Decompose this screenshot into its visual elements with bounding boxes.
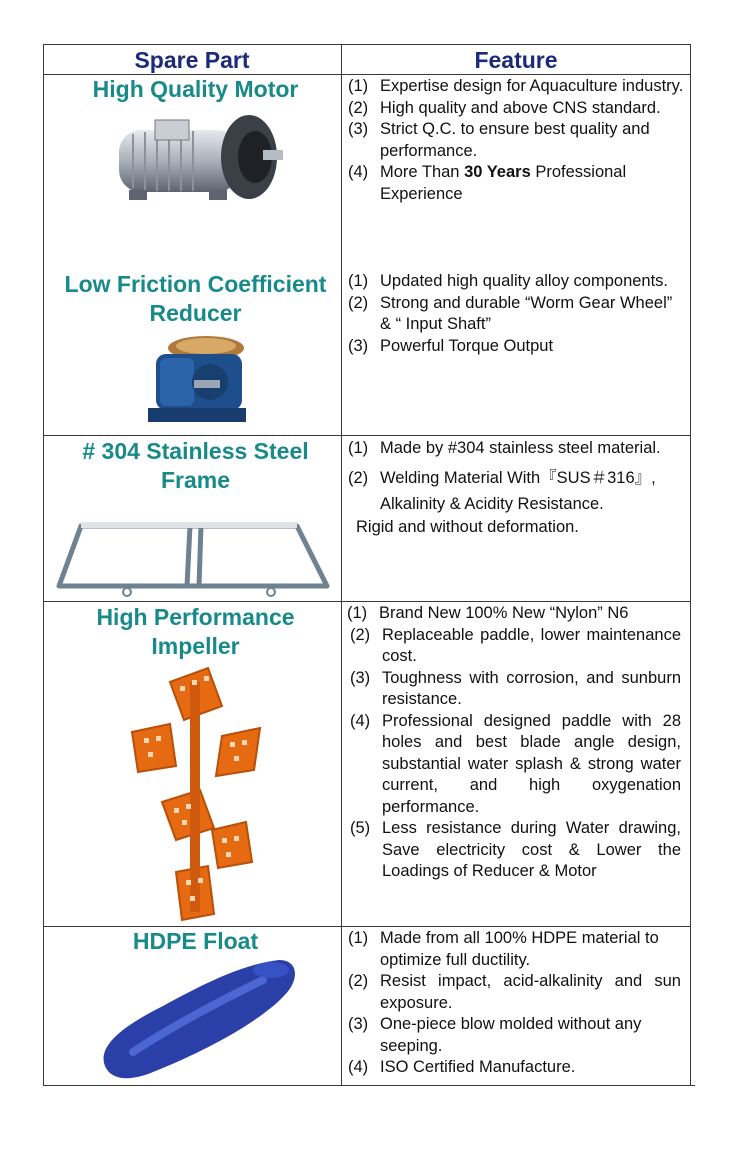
list-item: (2) Resist impact, acid-alkalinity and sun exposure. — [348, 972, 681, 1012]
part-title-float: HDPE Float — [132, 928, 259, 954]
list-item: (4) Professional designed paddle with 28 holes and best blade angle design, substantial water splash & strong water current, and high oxygenation performance. — [350, 711, 681, 816]
impeller-image — [126, 662, 266, 924]
list-item: (4) More Than 30 Years Professional Experience — [348, 163, 627, 203]
row-divider — [43, 435, 691, 436]
list-item: (3) Powerful Torque Output — [348, 336, 554, 355]
feature-list-frame — [348, 438, 686, 538]
feature-list-motor — [348, 76, 686, 205]
spare-part-table — [43, 44, 691, 1086]
list-item: (1) Updated high quality alloy components. — [348, 272, 669, 290]
reducer-image — [140, 332, 250, 432]
list-item: (3) Strict Q.C. to ensure best quality and performance. — [348, 120, 650, 160]
row-divider — [43, 601, 691, 602]
list-item: (2) Welding Material With『SUS＃316』, Alkalinity & Acidity Resistance. — [348, 468, 656, 513]
motor-image — [109, 110, 284, 205]
part-title-impeller: High Performance Impeller — [96, 604, 295, 659]
feature-list-impeller — [347, 603, 681, 883]
header-spare-part: Spare Part — [134, 47, 250, 73]
header-feature: Feature — [474, 47, 558, 73]
part-title-frame: # 304 Stainless Steel Frame — [82, 438, 309, 493]
list-item: (2) Strong and durable “Worm Gear Wheel” & “ Input Shaft” — [348, 293, 673, 333]
list-item: (3) One-piece blow molded without any seeping. — [348, 1015, 642, 1055]
frame-note: Rigid and without deformation. — [356, 517, 579, 536]
feature-list-reducer — [348, 271, 686, 357]
feature-list-float — [348, 928, 681, 1079]
list-item: (5) Less resistance during Water drawing, Save electricity cost & Lower the Loadings of Reducer & Motor — [350, 819, 681, 880]
float-image — [93, 956, 299, 1082]
frame-image — [51, 514, 335, 598]
list-item: (2) High quality and above CNS standard. — [348, 98, 661, 117]
list-item: (1) Expertise design for Aquaculture industry. — [348, 77, 684, 95]
table-border-bottom — [43, 1085, 695, 1086]
list-item: (4) ISO Certified Manufacture. — [348, 1058, 576, 1076]
list-item: (1) Brand New 100% New “Nylon” N6 — [347, 604, 629, 622]
part-title-reducer: Low Friction Coefficient Reducer — [64, 271, 327, 326]
list-item: (1) Made from all 100% HDPE material to optimize full ductility. — [348, 929, 659, 969]
table-border-top — [43, 44, 691, 45]
list-item: (3) Toughness with corrosion, and sunburn resistance. — [350, 668, 681, 708]
list-item: (1) Made by #304 stainless steel material. — [348, 439, 661, 457]
table-border-right — [690, 44, 691, 1086]
list-item: (2) Replaceable paddle, lower maintenance cost. — [350, 625, 681, 665]
part-title-motor: High Quality Motor — [92, 76, 299, 102]
